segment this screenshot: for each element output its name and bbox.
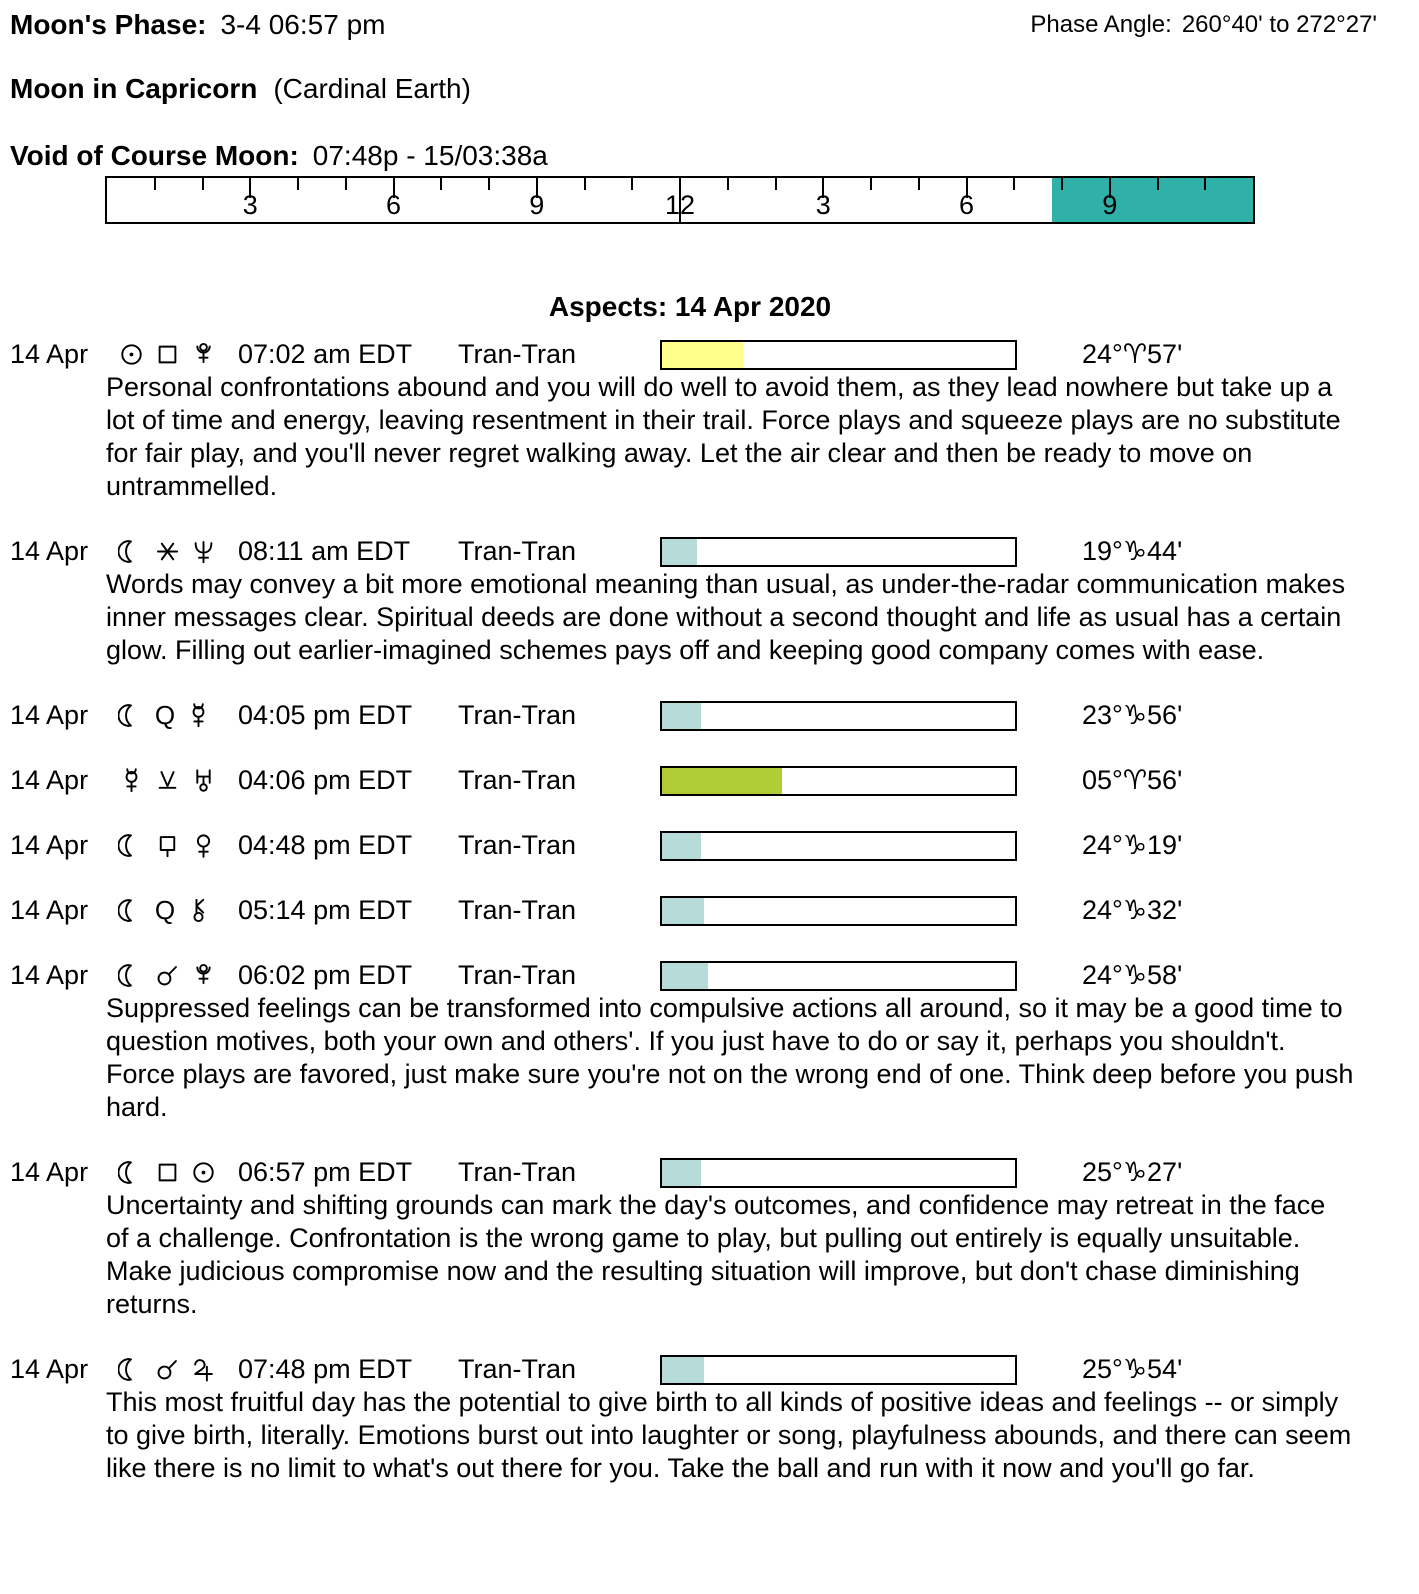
square-aspect-icon	[154, 1159, 181, 1186]
moon-icon	[118, 538, 145, 565]
aspect-row	[10, 959, 1419, 992]
hour-tick	[631, 178, 633, 190]
aspect-type: Tran-Tran	[458, 339, 577, 369]
void-of-course	[10, 139, 1419, 173]
aspect-position: 25°♑27'	[1082, 1157, 1183, 1187]
moon-sign-title: Moon in Capricorn	[10, 73, 258, 104]
aspect-time: 07:02 am EDT	[238, 339, 413, 369]
aspect-description: Uncertainty and shifting grounds can mark the day's outcomes, and confidence may retreat in the face of a challenge. Confrontation is the wrong game to play, but pulling out entirely is equally unsuitable. Make judicious compromise now and the resulting situation will improve, but don't chase diminishing returns.	[106, 1190, 1326, 1319]
aspect-block	[10, 764, 1419, 797]
pluto-icon	[190, 962, 217, 989]
aspect-block	[10, 338, 1419, 503]
aspect-orb-bar	[660, 961, 1017, 991]
aspect-date: 14 Apr	[10, 830, 89, 860]
aspect-position: 24°♑19'	[1082, 830, 1183, 860]
aspect-orb-bar-fill	[662, 963, 708, 989]
aspect-position: 25°♑54'	[1082, 1354, 1183, 1384]
hour-tick	[727, 178, 729, 190]
conjunction-aspect-icon	[154, 1356, 181, 1383]
aspect-date: 14 Apr	[10, 765, 89, 795]
moon-sign	[10, 72, 1419, 106]
hour-tick	[154, 178, 156, 190]
hour-tick	[1204, 178, 1206, 190]
aspect-glyphs	[118, 1353, 217, 1386]
hour-label: 12	[664, 190, 696, 220]
aspect-position: 05°♈56'	[1082, 765, 1183, 795]
aspect-block	[10, 959, 1419, 1124]
moons-phase	[10, 8, 385, 42]
aspect-time: 04:48 pm EDT	[238, 830, 413, 860]
void-of-course-timeline-ruler	[105, 176, 1255, 224]
aspect-glyphs	[118, 959, 217, 992]
aspect-row	[10, 1353, 1419, 1386]
hour-tick	[297, 178, 299, 190]
aspect-time: 06:02 pm EDT	[238, 960, 413, 990]
void-of-course-label: Void of Course Moon:	[10, 140, 299, 171]
quintile-aspect-icon: Q	[154, 895, 176, 925]
aspect-orb-bar	[660, 1355, 1017, 1385]
hour-label: 6	[958, 190, 975, 220]
conjunction-aspect-icon	[154, 962, 181, 989]
aspect-orb-bar	[660, 766, 1017, 796]
moons-phase-value: 3-4 06:57 pm	[220, 9, 386, 40]
aspect-block	[10, 1353, 1419, 1485]
phase-angle-value: 260°40' to 272°27'	[1181, 11, 1377, 38]
aspect-glyphs	[118, 1156, 217, 1189]
aspect-position: 19°♑44'	[1082, 536, 1183, 566]
hour-label: 3	[815, 190, 831, 220]
hour-tick	[584, 178, 586, 190]
aspect-block	[10, 894, 1419, 927]
aspect-time: 08:11 am EDT	[238, 536, 411, 566]
aspect-time: 06:57 pm EDT	[238, 1157, 413, 1187]
aspect-description: This most fruitful day has the potential to give birth to all kinds of positive ideas and feelings -- or simply to give birth, literally. Emotions burst out into laughter or song, playfulness abounds, and there can seem like there is no limit to what's out there for you. Take the ball and run with it now and you'll go far.	[106, 1387, 1352, 1483]
aspect-block	[10, 1156, 1419, 1321]
aspect-date: 14 Apr	[10, 1157, 89, 1187]
aspect-type: Tran-Tran	[458, 960, 577, 990]
hour-tick	[775, 178, 777, 190]
jupiter-icon	[190, 1356, 217, 1383]
moon-icon	[118, 1356, 145, 1383]
aspect-type: Tran-Tran	[458, 1354, 577, 1384]
hour-tick	[918, 178, 920, 190]
uranus-icon	[190, 767, 217, 794]
aspect-type: Tran-Tran	[458, 765, 577, 795]
aspect-glyphs	[118, 699, 212, 732]
hour-tick	[488, 178, 490, 190]
aspect-type: Tran-Tran	[458, 700, 577, 730]
aspect-orb-bar-fill	[662, 539, 697, 565]
aspect-date: 14 Apr	[10, 339, 89, 369]
aspect-time: 07:48 pm EDT	[238, 1354, 413, 1384]
aspect-block	[10, 699, 1419, 732]
quincunx-aspect-icon	[154, 832, 181, 859]
aspect-description: Words may convey a bit more emotional meaning than usual, as under-the-radar communication makes inner messages clear. Spiritual deeds are done without a second thought and life as usual has a certain glow. Filling out earlier-imagined schemes pays off and keeping good company comes with ease.	[106, 569, 1346, 665]
aspect-block	[10, 535, 1419, 667]
aspect-type: Tran-Tran	[458, 895, 577, 925]
hour-tick	[1013, 178, 1015, 190]
moon-sign-quality: (Cardinal Earth)	[273, 73, 471, 104]
aspect-row	[10, 894, 1419, 927]
aspect-time: 04:05 pm EDT	[238, 700, 413, 730]
venus-icon	[190, 832, 217, 859]
aspect-orb-bar-fill	[662, 342, 743, 368]
hour-tick	[345, 178, 347, 190]
aspect-date: 14 Apr	[10, 1354, 89, 1384]
aspect-orb-bar-fill	[662, 1357, 704, 1383]
aspect-position: 24°♈57'	[1082, 339, 1183, 369]
aspect-orb-bar-fill	[662, 898, 704, 924]
aspect-row	[10, 535, 1419, 568]
pluto-icon	[190, 341, 217, 368]
aspect-orb-bar	[660, 831, 1017, 861]
aspect-orb-bar-fill	[662, 1160, 701, 1186]
aspect-orb-bar-fill	[662, 703, 701, 729]
hour-label: 9	[1102, 190, 1118, 220]
neptune-icon	[190, 538, 217, 565]
aspect-glyphs	[118, 764, 217, 797]
semisextile-aspect-icon	[154, 767, 181, 794]
phase-angle	[1030, 10, 1419, 40]
aspect-type: Tran-Tran	[458, 1157, 577, 1187]
aspect-row	[10, 829, 1419, 862]
moon-icon	[118, 1159, 145, 1186]
aspect-type: Tran-Tran	[458, 830, 577, 860]
aspect-block	[10, 829, 1419, 862]
sextile-aspect-icon	[154, 538, 181, 565]
sun-icon	[190, 1159, 217, 1186]
mercury-icon	[185, 702, 212, 729]
aspect-description: Personal confrontations abound and you will do well to avoid them, as they lead nowhere but take up a lot of time and energy, leaving resentment in their trail. Force plays and squeeze plays are no substitute for fair play, and you'll never regret walking away. Let the air clear and then be ready to move on untrammelled.	[106, 372, 1341, 501]
aspect-orb-bar	[660, 896, 1017, 926]
aspect-orb-bar	[660, 1158, 1017, 1188]
hour-label: 6	[385, 190, 402, 220]
aspect-glyphs	[118, 829, 217, 862]
square-aspect-icon	[154, 341, 181, 368]
aspect-time: 04:06 pm EDT	[238, 765, 413, 795]
hour-tick	[202, 178, 204, 190]
hour-label: 3	[242, 190, 258, 220]
aspect-row	[10, 764, 1419, 797]
aspect-glyphs	[118, 894, 212, 927]
aspects-title: Aspects: 14 Apr 2020	[548, 291, 832, 322]
report-header-line1	[10, 8, 1419, 42]
aspect-date: 14 Apr	[10, 895, 89, 925]
aspect-glyphs	[118, 338, 217, 371]
aspect-position: 23°♑56'	[1082, 700, 1183, 730]
aspect-row	[10, 338, 1419, 371]
aspect-type: Tran-Tran	[458, 536, 577, 566]
aspect-date: 14 Apr	[10, 536, 89, 566]
quintile-aspect-icon: Q	[154, 700, 176, 730]
aspect-orb-bar-fill	[662, 833, 701, 859]
sun-icon	[118, 341, 145, 368]
moon-icon	[118, 832, 145, 859]
aspect-time: 05:14 pm EDT	[238, 895, 413, 925]
aspect-date: 14 Apr	[10, 960, 89, 990]
moon-icon	[118, 897, 145, 924]
hour-tick	[1061, 178, 1063, 190]
mercury-icon	[118, 767, 145, 794]
chiron-icon	[185, 897, 212, 924]
aspect-orb-bar-fill	[662, 768, 782, 794]
void-of-course-highlight	[1052, 178, 1253, 222]
aspect-list	[10, 338, 1419, 1485]
aspect-position: 24°♑32'	[1082, 895, 1183, 925]
hour-tick	[1157, 178, 1159, 190]
aspect-position: 24°♑58'	[1082, 960, 1183, 990]
aspect-row	[10, 1156, 1419, 1189]
hour-tick	[870, 178, 872, 190]
aspect-orb-bar	[660, 701, 1017, 731]
hour-label: 9	[529, 190, 545, 220]
aspect-row	[10, 699, 1419, 732]
aspect-date: 14 Apr	[10, 700, 89, 730]
moon-icon	[118, 962, 145, 989]
phase-angle-label: Phase Angle:	[1030, 11, 1172, 38]
moons-phase-label: Moon's Phase:	[10, 9, 207, 40]
aspect-description: Suppressed feelings can be transformed into compulsive actions all around, so it may be a good time to question motives, both your own and others'. If you just have to do or say it, perhaps you shouldn't. Force plays are favored, just make sure you're not on the wrong end of one. Think deep before you push hard.	[106, 993, 1354, 1122]
aspect-glyphs	[118, 535, 217, 568]
moon-icon	[118, 702, 145, 729]
void-of-course-value: 07:48p - 15/03:38a	[312, 140, 548, 171]
aspect-orb-bar	[660, 340, 1017, 370]
hour-tick	[440, 178, 442, 190]
aspect-orb-bar	[660, 537, 1017, 567]
